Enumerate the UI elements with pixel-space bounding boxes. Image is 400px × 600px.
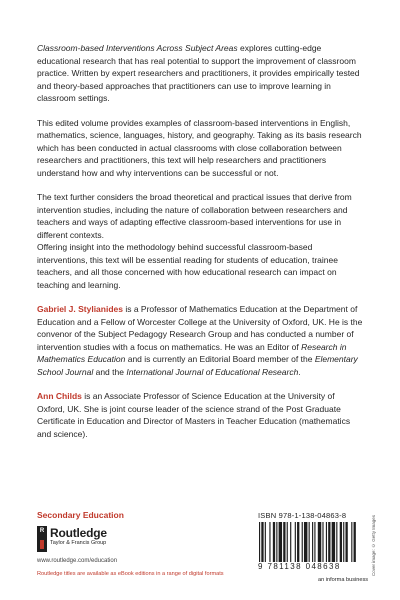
barcode-bar — [312, 522, 313, 562]
barcode-bar — [340, 522, 342, 562]
barcode-bar — [302, 522, 303, 562]
barcode-bar — [273, 522, 275, 562]
ebook-note: Routledge titles are available as eBook editions in a range of digital formats — [37, 571, 224, 577]
blurb-paragraph-1: Classroom-based Interventions Across Subject Areas explores cutting-edge educational research that has real potential to support the improvement of classroom practice. Written by expert researchers and practitioners, it provides empirically tested and theory-based approaches that practitioners can use to improve learning in classroom settings. — [37, 43, 360, 103]
isbn-number: ISBN 978-1-138-04863-8 — [258, 511, 347, 520]
barcode-bar — [269, 522, 270, 562]
barcode-bar — [314, 522, 315, 562]
barcode-bar — [309, 522, 310, 562]
publisher-group: Taylor & Francis Group — [50, 540, 107, 546]
subject-category: Secondary Education — [37, 510, 124, 520]
barcode-bar — [279, 522, 282, 562]
barcode-bar — [295, 522, 296, 562]
author-bio-1: Gabriel J. Stylianides is a Professor of Mathematics Education at the Department of Education and a Fellow of Worcester College at the University of Oxford, UK. He is the convenor of the Subject Pedagogy Research Group and has conducted a number of intervention studies with a focus on mathematics. He was an Editor of Research in Mathematics Education and is currently an Editorial Board member of the Elementary School Journal and the International Journal of Educational Research. — [37, 304, 363, 377]
book-title-italic: Classroom-based Interventions Across Subject Areas — [37, 43, 238, 53]
image-credit: Cover image: © Getty Images — [371, 514, 376, 576]
barcode-bar — [261, 522, 263, 562]
barcode-bar — [336, 522, 337, 562]
author-bio-2: Ann Childs is an Associate Professor of Science Education at the University of Oxford, UK. She is joint course leader of the science strand of the Post Graduate Certificate in Education and Director of Masters in Teacher Education (mathematics and science). — [37, 391, 351, 439]
barcode-bar — [290, 522, 291, 562]
barcode-bar — [343, 522, 344, 562]
barcode-bar — [318, 522, 321, 562]
barcode-digits: 9 781138 048638 — [258, 562, 341, 571]
barcode-bar — [283, 522, 285, 562]
barcode-bar — [328, 522, 330, 562]
barcode-icon — [258, 522, 358, 562]
barcode-bar — [287, 522, 288, 562]
informa-tagline: an informa business — [318, 577, 369, 583]
barcode-bar — [322, 522, 323, 562]
barcode-bar — [345, 522, 347, 562]
blurb-paragraph-4: Offering insight into the methodology behind successful classroom-based interventions, this text will be essential reading for students of education, trainee teachers, and all those concerned with how educational research can impact on teaching and learning. — [37, 242, 338, 290]
isbn-barcode-block — [258, 511, 372, 575]
barcode-bar — [276, 522, 277, 562]
author-name-2: Ann Childs — [37, 391, 82, 401]
blurb-paragraph-3: The text further considers the broad theoretical and practical issues that derive from intervention studies, including the nature of collaboration between researchers and teachers and ways of adapting effective classroom-based interventions for use in different contexts. — [37, 192, 352, 240]
barcode-bar — [304, 522, 307, 562]
publisher-url[interactable]: www.routledge.com/education — [37, 558, 118, 564]
publisher-name: Routledge — [50, 526, 107, 540]
barcode-bar — [351, 522, 352, 562]
barcode-bar — [354, 522, 356, 562]
barcode-bar — [265, 522, 266, 562]
publisher-block — [37, 526, 197, 566]
barcode-bar — [332, 522, 335, 562]
barcode-bar — [297, 522, 299, 562]
blurb-paragraph-2: This edited volume provides examples of classroom-based interventions in English, mathematics, science, languages, history, and geography. Taking as its basis research which has been conducted in actual classrooms with close collaboration between researchers and practitioners, this text will help researchers and practitioners understand how and why interventions can be successful or not. — [37, 117, 362, 178]
barcode-bar — [326, 522, 327, 562]
barcode-bar — [259, 522, 260, 562]
routledge-logo-icon: R — [37, 526, 47, 552]
author-name-1: Gabriel J. Stylianides — [37, 304, 123, 314]
cover-blurb — [37, 42, 363, 452]
